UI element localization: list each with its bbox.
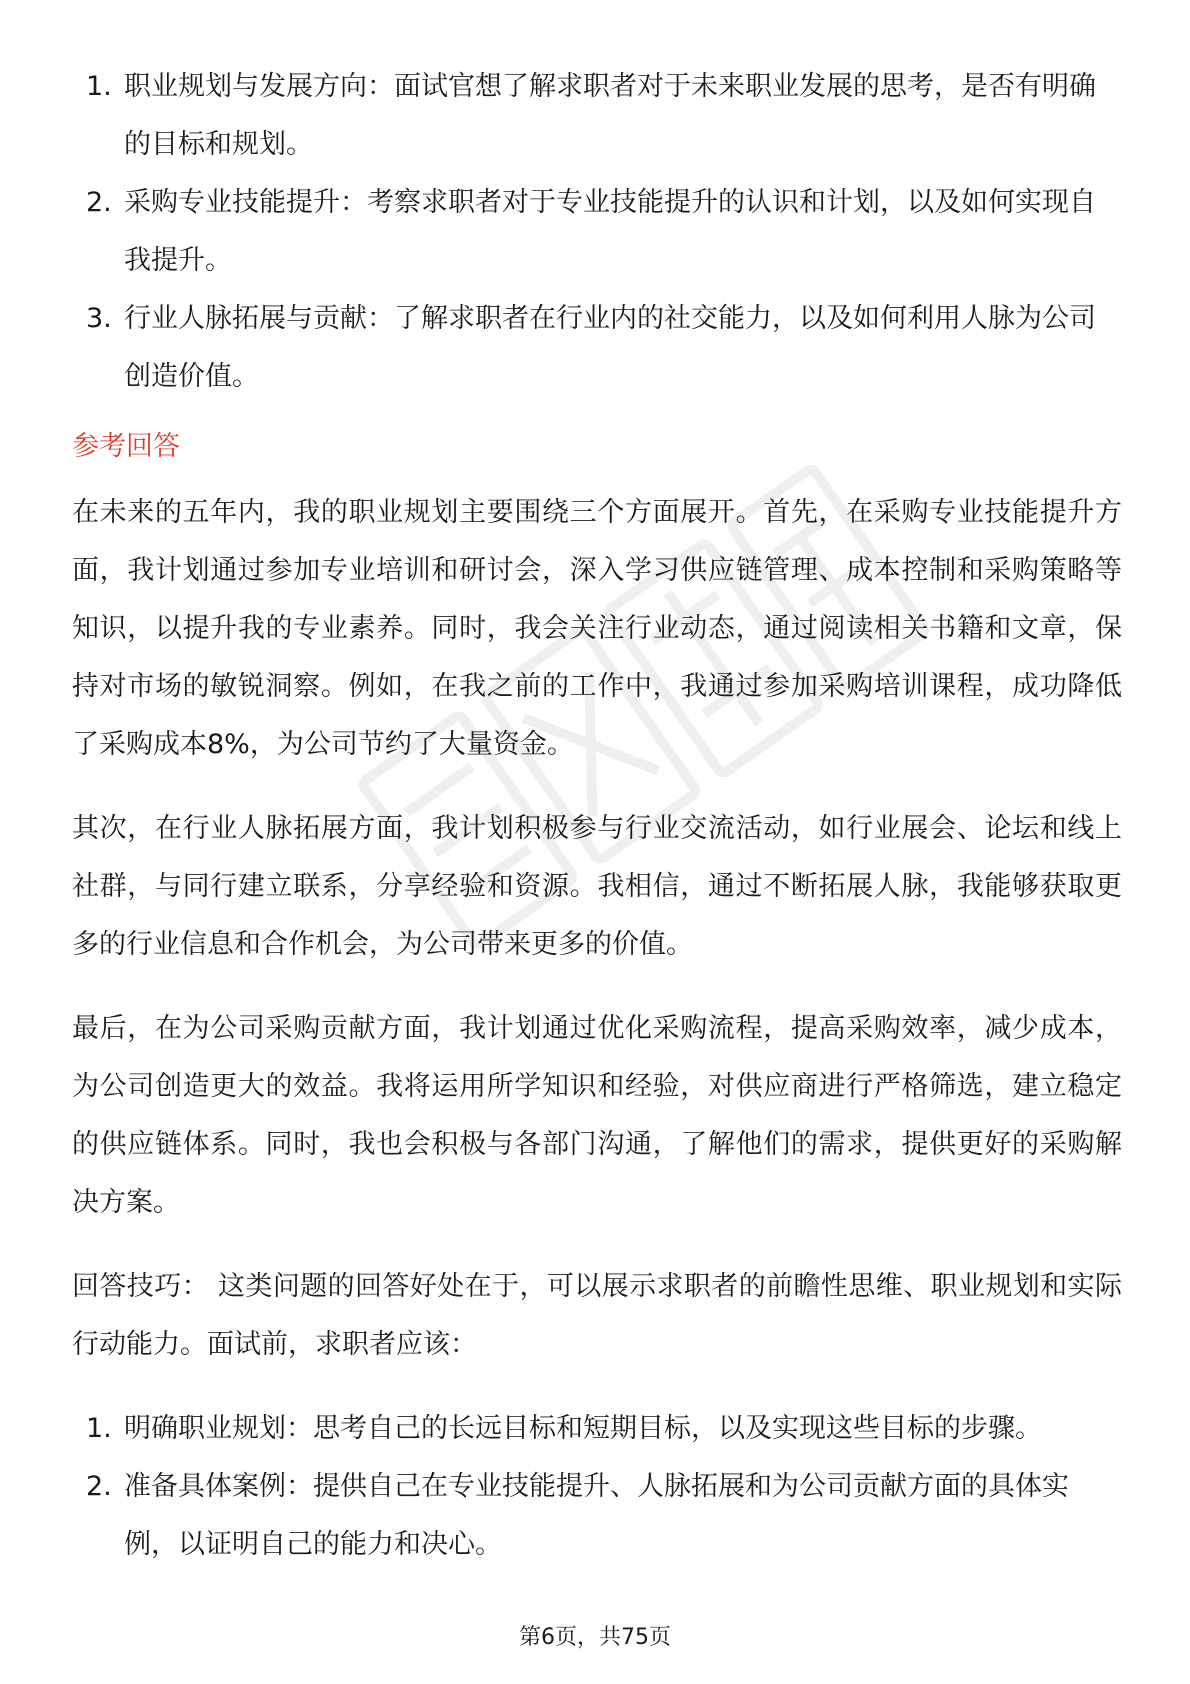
answer-paragraph: 其次，在行业人脉拓展方面，我计划积极参与行业交流活动，如行业展会、论坛和线上社群，与同行建立联系，分享经验和资源。我相信，通过不断拓展人脉，我能够获取更多的行业信息和合作机会，为公司带来更多的价值。 (72, 813, 1122, 960)
list-item (72, 174, 1122, 290)
page-content (72, 58, 1122, 1574)
list-item (72, 290, 1122, 406)
list-number: 1. (86, 71, 112, 102)
intent-list (72, 58, 1122, 406)
answer-paragraph: 最后，在为公司采购贡献方面，我计划通过优化采购流程，提高采购效率，减少成本，为公司创造更大的效益。我将运用所学知识和经验，对供应商进行严格筛选，建立稳定的供应链体系。同时，我也会积极与各部门沟通，了解他们的需求，提供更好的采购解决方案。 (72, 1013, 1122, 1218)
list-text: 职业规划与发展方向：面试官想了解求职者对于未来职业发展的思考，是否有明确的目标和规划。 (124, 71, 1096, 160)
list-number: 2. (86, 187, 112, 218)
page-footer: 第6页，共75页 (519, 1625, 671, 1650)
tips-paragraph: 回答技巧： 这类问题的回答好处在于，可以展示求职者的前瞻性思维、职业规划和实际行动能力。面试前，求职者应该： (72, 1271, 1122, 1360)
tips-list (72, 1400, 1122, 1574)
list-text: 明确职业规划：思考自己的长远目标和短期目标，以及实现这些目标的步骤。 (124, 1413, 1042, 1444)
list-item (72, 1400, 1122, 1458)
list-number: 3. (86, 303, 112, 334)
section-title: 参考回答 (72, 431, 180, 462)
list-item (72, 1458, 1122, 1574)
answer-paragraph: 在未来的五年内，我的职业规划主要围绕三个方面展开。首先，在采购专业技能提升方面，我计划通过参加专业培训和研讨会，深入学习供应链管理、成本控制和采购策略等知识，以提升我的专业素养。同时，我会关注行业动态，通过阅读相关书籍和文章，保持对市场的敏锐洞察。例如，在我之前的工作中，我通过参加采购培训课程，成功降低了采购成本8%，为公司节约了大量资金。 (72, 497, 1122, 760)
list-text: 准备具体案例：提供自己在专业技能提升、人脉拓展和为公司贡献方面的具体实例，以证明自己的能力和决心。 (124, 1471, 1069, 1560)
list-text: 行业人脉拓展与贡献：了解求职者在行业内的社交能力，以及如何利用人脉为公司创造价值。 (124, 303, 1096, 392)
list-number: 2. (86, 1471, 112, 1502)
list-item (72, 58, 1122, 174)
list-text: 采购专业技能提升：考察求职者对于专业技能提升的认识和计划，以及如何实现自我提升。 (124, 187, 1096, 276)
list-number: 1. (86, 1413, 112, 1444)
